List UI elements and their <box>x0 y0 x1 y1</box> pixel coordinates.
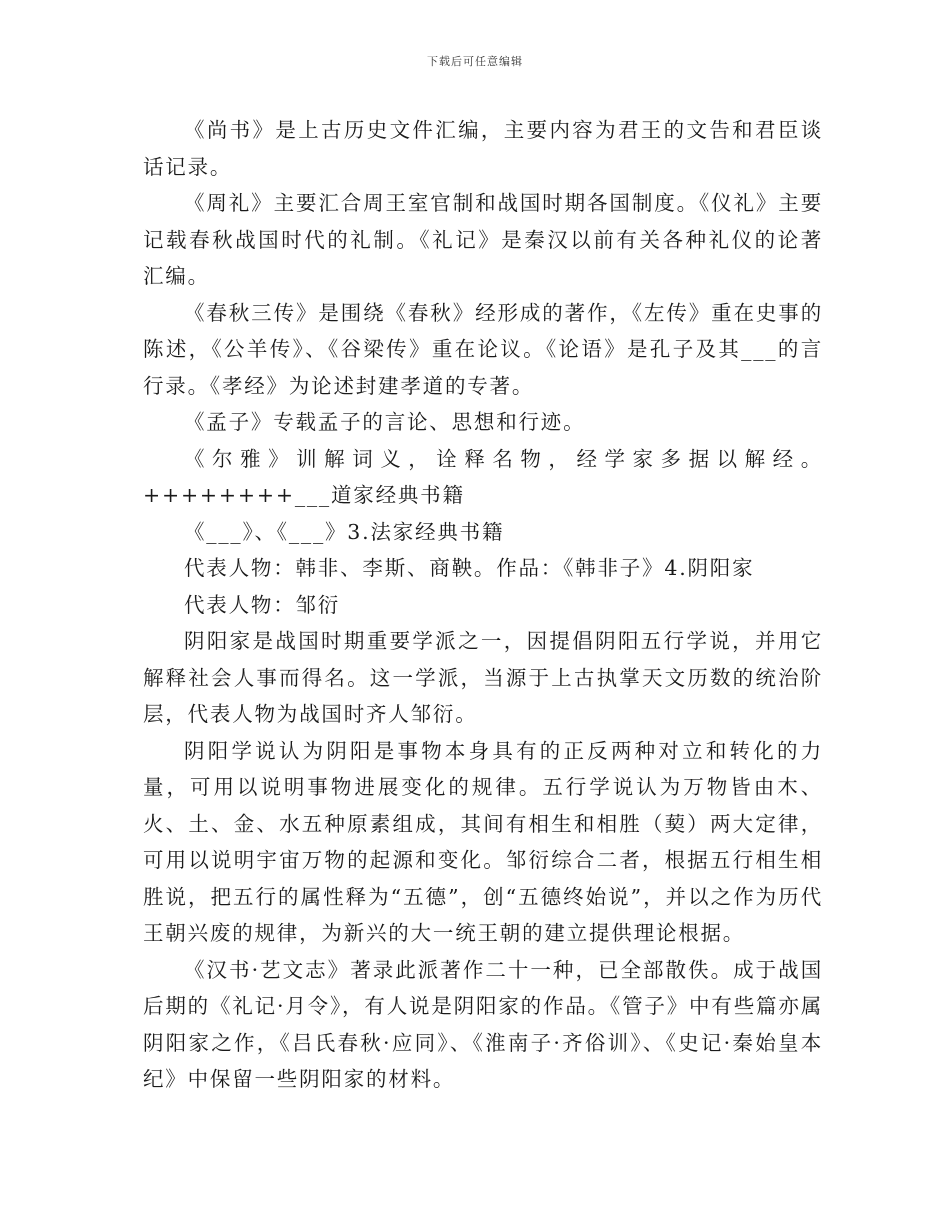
paragraph-shangshu: 《尚书》是上古历史文件汇编，主要内容为君王的文告和君臣谈话记录。 <box>143 118 823 179</box>
paragraph-yinyang-theory: 阴阳学说认为阴阳是事物本身具有的正反两种对立和转化的力量，可用以说明事物进展变化的规律。五行学说认为万物皆由木、火、土、金、水五种原素组成，其间有相生和相胜（葜）两大定律，可用以说明宇宙万物的起源和变化。邹衍综合二者，根据五行相生相胜说，把五行的属性释为“五德”，创“五德终始说”，并以之作为历代王朝兴废的规律，为新兴的大一统王朝的建立提供理论根据。 <box>143 738 823 945</box>
paragraph-zhouli: 《周礼》主要汇合周王室官制和战国时期各国制度。《仪礼》主要记载春秋战国时代的礼制。《礼记》是秦汉以前有关各种礼仪的论著汇编。 <box>143 191 823 288</box>
paragraph-chunqiu: 《春秋三传》是围绕《春秋》经形成的著作，《左传》重在史事的陈述，《公羊传》、《谷梁传》重在论议。《论语》是孔子及其___的言行录。《孝经》为论述封建孝道的专著。 <box>143 300 823 398</box>
paragraph-mengzi: 《孟子》专载孟子的言论、思想和行迹。 <box>184 410 586 434</box>
paragraph-erya: 《尔雅》训解词义，诠释名物，经学家多据以解经。++++++++___道家经典书籍 <box>143 446 823 507</box>
paragraph-yinyang-intro: 阴阳家是战国时期重要学派之一，因提倡阴阳五行学说，并用它解释社会人事而得名。这一学派，当源于上古执掌天文历数的统治阶层，代表人物为战国时齐人邹衍。 <box>143 629 823 726</box>
paragraph-yinyang-works: 《汉书·艺文志》著录此派著作二十一种，已全部散佚。成于战国后期的《礼记·月令》，有人说是阴阳家的作品。《管子》中有些篇亦属阴阳家之作，《吕氏春秋·应同》、《淮南子·齐俗训》、《史记·秦始皇本纪》中保留一些阴阳家的材料。 <box>143 957 823 1091</box>
paragraph-fajia: 代表人物：韩非、李斯、商鞅。作品：《韩非子》4.阴阳家 <box>184 556 755 580</box>
paragraph-daojia-books: 《___》、《___》3.法家经典书籍 <box>184 519 505 544</box>
paragraph-yinyang-rep: 代表人物：邹衍 <box>184 592 341 617</box>
document-body <box>143 112 823 1098</box>
header-note: 下载后可任意编辑 <box>427 55 523 68</box>
